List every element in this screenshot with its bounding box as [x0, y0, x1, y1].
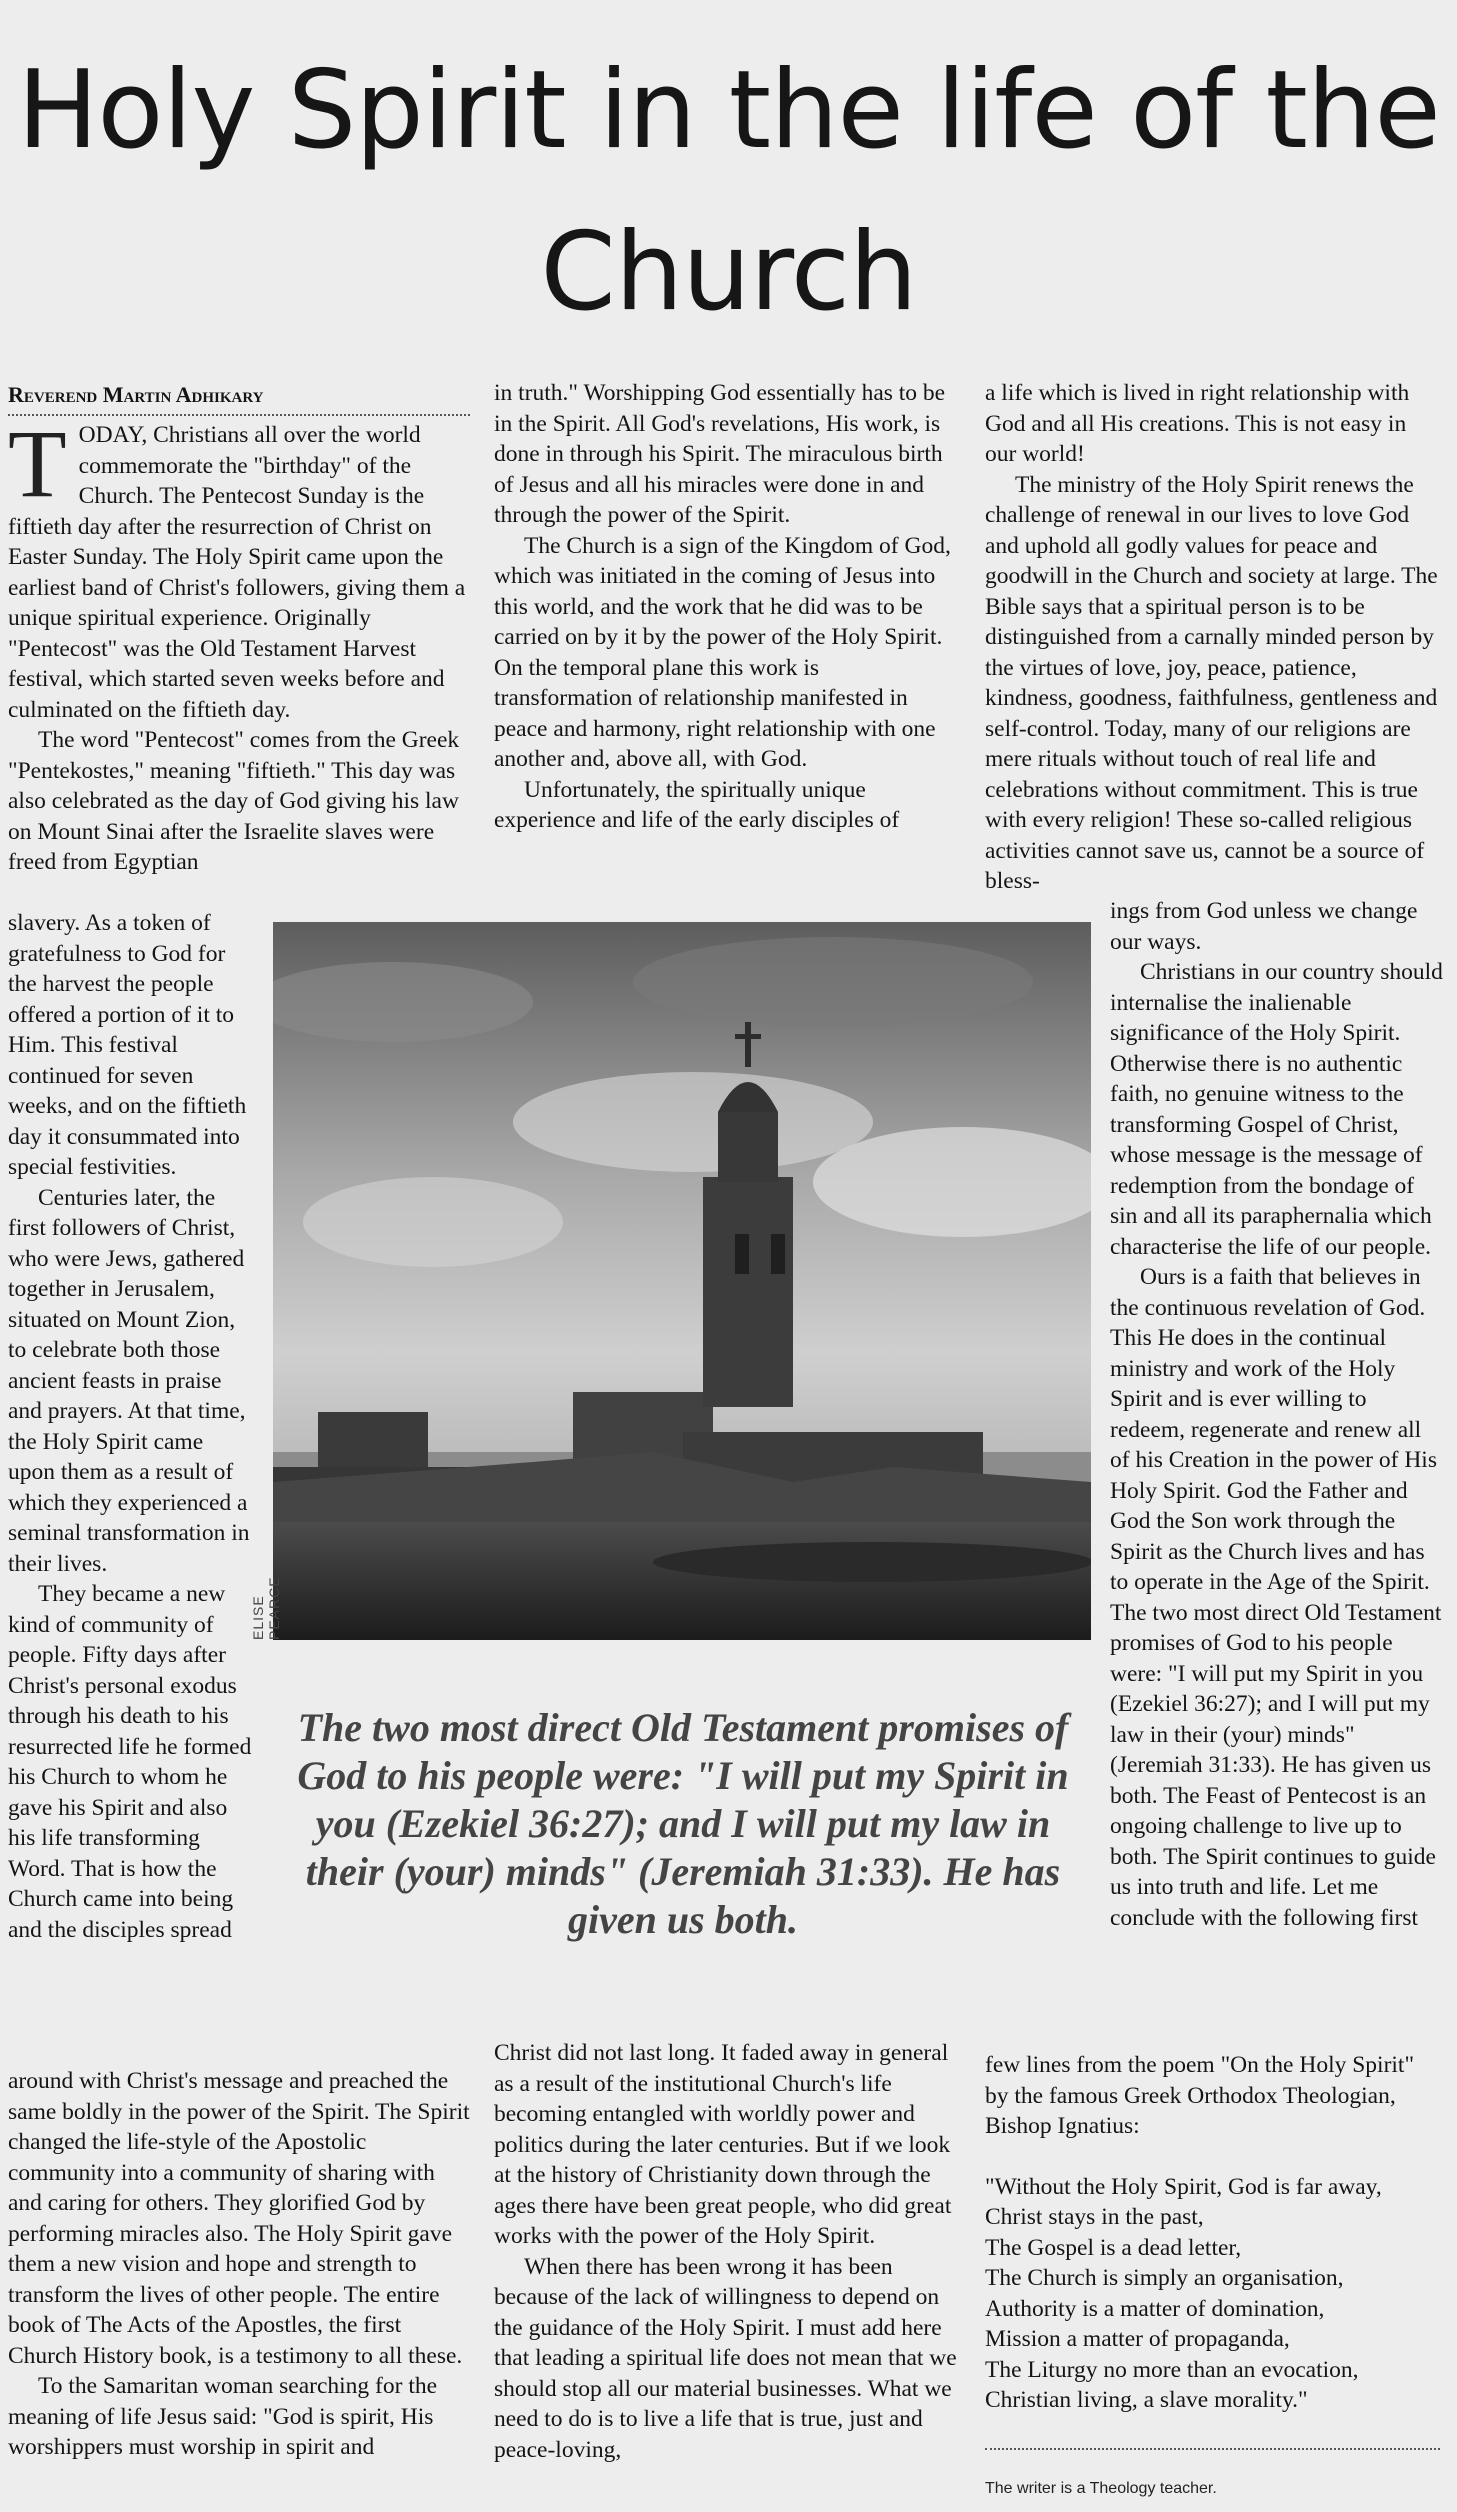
byline: Reverend Martin Adhikary: [8, 382, 470, 416]
poem-line: Authority is a matter of domination,: [985, 2295, 1325, 2322]
paragraph: a life which is lived in right relationship with God and all His creations. This is not easy in our world!: [985, 380, 1410, 467]
paragraph: When there has been wrong it has been because of the lack of willingness to depend on the guidance of the Holy Spirit. I must add here that leading a spiritual life does not mean that we should stop all our material businesses. What we need to do is to live a life that is true, just and peace-loving,: [494, 2253, 957, 2463]
author-note: The writer is a Theology teacher.: [985, 2480, 1217, 2497]
poem-line: Christian living, a slave morality.": [985, 2387, 1308, 2413]
column-2-bottom: [494, 2038, 960, 2465]
pull-quote: The two most direct Old Testament promises of God to his people were: "I will put my Spirit in you (Ezekiel 36:27); and I will put my law in their (your) minds" (Jeremiah 31:33). He has given us both.: [297, 1705, 1069, 1942]
poem-line: The Church is simply an organisation,: [985, 2265, 1344, 2291]
church-photo: [273, 922, 1091, 1640]
paragraph-continued: slavery. As a token of gratefulness to God for the harvest the people offered a portion of it to Him. This festival continued for seven weeks, and on the fiftieth day it consummated into special festivities.: [8, 910, 247, 1180]
column-3-top: [985, 378, 1440, 897]
column-3-bottom: [985, 2050, 1440, 2416]
paragraph-continued: few lines from the poem "On the Holy Spirit" by the famous Greek Orthodox Theologian, Bishop Ignatius:: [985, 2052, 1415, 2139]
column-1-narrow: [8, 908, 253, 1945]
paragraph: [8, 410, 470, 725]
poem-line: "Without the Holy Spirit, God is far away,: [985, 2173, 1382, 2200]
paragraph: To the Samaritan woman searching for the meaning of life Jesus said: "God is spirit, His worshippers must worship in spirit and: [8, 2373, 438, 2460]
column-2-top: [494, 378, 960, 836]
paragraph: The Church is a sign of the Kingdom of God, which was initiated in the coming of Jesus into this world, and the work that he did was to be carried on by it by the power of the Holy Spirit. On the temporal plane this work is transformation of relationship manifested in peace and harmony, right relationship with one another and, above all, with God.: [494, 532, 951, 772]
poem-line: The Gospel is a dead letter,: [985, 2234, 1242, 2261]
paragraph: Centuries later, the first followers of Christ, who were Jews, gathered together in Jerusalem, situated on Mount Zion, to celebrate both those ancient feasts in praise and prayers. At that time, the Holy Spirit came upon them as a result of which they experienced a seminal transformation in their lives.: [8, 1184, 250, 1577]
paragraph-text: ODAY, Christians all over the world commemorate the "birthday" of the Church. The Pentecost Sunday is the fiftieth day after the resurrection of Christ on Easter Sunday. The Holy Spirit came upon the earliest band of Christ's followers, giving them a unique spiritual experience. Originally "Pentecost" was the Old Testament Harvest festival, which started seven weeks before and culminated on the fiftieth day.: [8, 422, 466, 723]
column-1-top: [8, 410, 470, 878]
poem-line: Mission a matter of propaganda,: [985, 2326, 1290, 2352]
poem-line: The Liturgy no more than an evocation,: [985, 2356, 1359, 2383]
paragraph: in truth." Worshipping God essentially has to be in the Spirit. All God's revelations, His work, is done in through his Spirit. The miraculous birth of Jesus and all his miracles were done in and through the power of the Spirit.: [494, 380, 946, 528]
poem-line: Christ stays in the past,: [985, 2204, 1204, 2230]
paragraph-continued: Christ did not last long. It faded away in general as a result of the institutional Church's life becoming entangled with worldly power and politics during the later centuries. But if we look at the history of Christianity down through the ages there have been great people, who did great works with the power of the Holy Spirit.: [494, 2040, 952, 2249]
church-tower-illustration: [273, 922, 1091, 1640]
paragraph-continued: around with Christ's message and preached the same boldly in the power of the Spirit. The Spirit changed the life-style of the Apostolic community into a community of sharing with and caring for others. They glorified God by performing miracles also. The Holy Spirit gave them a new vision and hope and strength to transform the lives of other people. The entire book of The Acts of the Apostles, the first Church History book, is a testimony to all these.: [8, 2068, 470, 2369]
paragraph: Christians in our country should internalise the inalienable significance of the Holy Spirit. Otherwise there is no authentic faith, no genuine witness to the transforming Gospel of Christ, whose message is the message of redemption from the bondage of sin and all its paraphernalia which characterise the life of our people.: [1110, 959, 1443, 1260]
paragraph: The ministry of the Holy Spirit renews the challenge of renewal in our lives to love God and uphold all godly values for peace and goodwill in the Church and society at large. The Bible says that a spiritual person is to be distinguished from a carnally minded person by the virtues of love, joy, peace, patience, kindness, goodness, faithfulness, gentleness and self-control. Today, many of our religions are mere rituals without touch of real life and celebrations without commitment. This is true with every religion! These so-called religious activities cannot save us, cannot be a source of bless-: [985, 471, 1438, 894]
headline: Holy Spirit in the life of the Church: [17, 48, 1440, 335]
paragraph: The word "Pentecost" comes from the Greek "Pentekostes," meaning "fiftieth." This day was also celebrated as the day of God giving his law on Mount Sinai after the Israelite slaves were freed from Egyptian: [8, 727, 460, 875]
photo-credit: ELISE PEARCE: [250, 1576, 282, 1640]
divider: [985, 2448, 1440, 2450]
column-1-bottom: [8, 2066, 470, 2463]
paragraph: Unfortunately, the spiritually unique experience and life of the early disciples of: [494, 776, 900, 833]
paragraph: They became a new kind of community of people. Fifty days after Christ's personal exodus through his death to his resurrected life he formed his Church to whom he gave his Spirit and also his life transforming Word. That is how the Church came into being and the disciples spread: [8, 1581, 252, 1943]
paragraph-continued: ings from God unless we change our ways.: [1110, 898, 1418, 955]
poem: [985, 2172, 1440, 2416]
paragraph: Ours is a faith that believes in the continuous revelation of God. This He does in the continual ministry and work of the Holy Spirit and is ever willing to redeem, regenerate and renew all of his Creation in the power of His Holy Spirit. God the Father and God the Son work through the Spirit as the Church lives and has to operate in the Age of the Spirit. The two most direct Old Testament promises of God to his people were: "I will put my Spirit in you (Ezekiel 36:27); and I will put my law in their (your) minds" (Jeremiah 31:33). He has given us both. The Feast of Pentecost is an ongoing challenge to live up to both. The Spirit continues to guide us into truth and life. Let me conclude with the following first: [1110, 1264, 1442, 1931]
column-3-narrow: [1110, 896, 1445, 1933]
drop-cap: T: [8, 410, 67, 517]
